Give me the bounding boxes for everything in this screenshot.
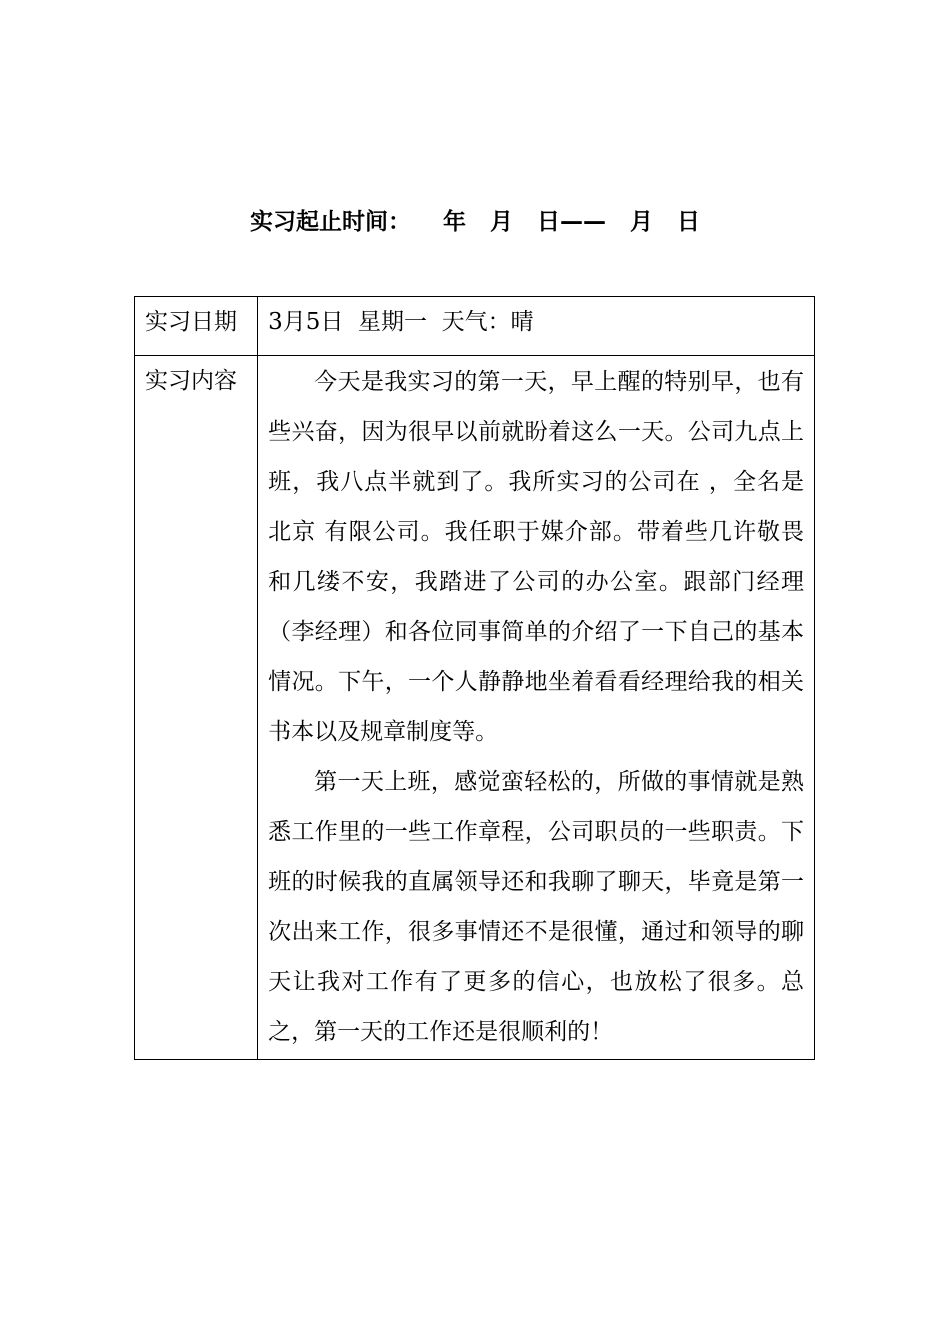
table-row-date <box>135 297 815 356</box>
page-title: 实习起止时间： 年 月 日—— 月 日 <box>249 209 701 235</box>
content-paragraph: 第一天上班，感觉蛮轻松的，所做的事情就是熟悉工作里的一些工作章程，公司职员的一些职责。下班的时候我的直属领导还和我聊了聊天，毕竟是第一次出来工作，很多事情还不是很懂，通过和领导的聊天让我对工作有了更多的信心，也放松了很多。总之，第一天的工作还是很顺利的！ <box>268 769 804 1045</box>
content-body <box>258 356 815 1060</box>
date-label: 实习日期 <box>135 297 258 356</box>
date-value: 3月5日 星期一 天气：晴 <box>258 297 815 356</box>
table-row-content <box>135 356 815 1060</box>
internship-log-table <box>134 296 815 1060</box>
content-label: 实习内容 <box>135 356 258 1060</box>
content-paragraph: 今天是我实习的第一天，早上醒的特别早，也有些兴奋，因为很早以前就盼着这么一天。公司九点上班，我八点半就到了。我所实习的公司在 ，全名是北京 有限公司。我任职于媒介部。带着些几许敬畏和几缕不安，我踏进了公司的办公室。跟部门经理（李经理）和各位同事简单的介绍了一下自己的基本情况。下午，一个人静静地坐着看看经理给我的相关书本以及规章制度等。 <box>268 369 804 745</box>
